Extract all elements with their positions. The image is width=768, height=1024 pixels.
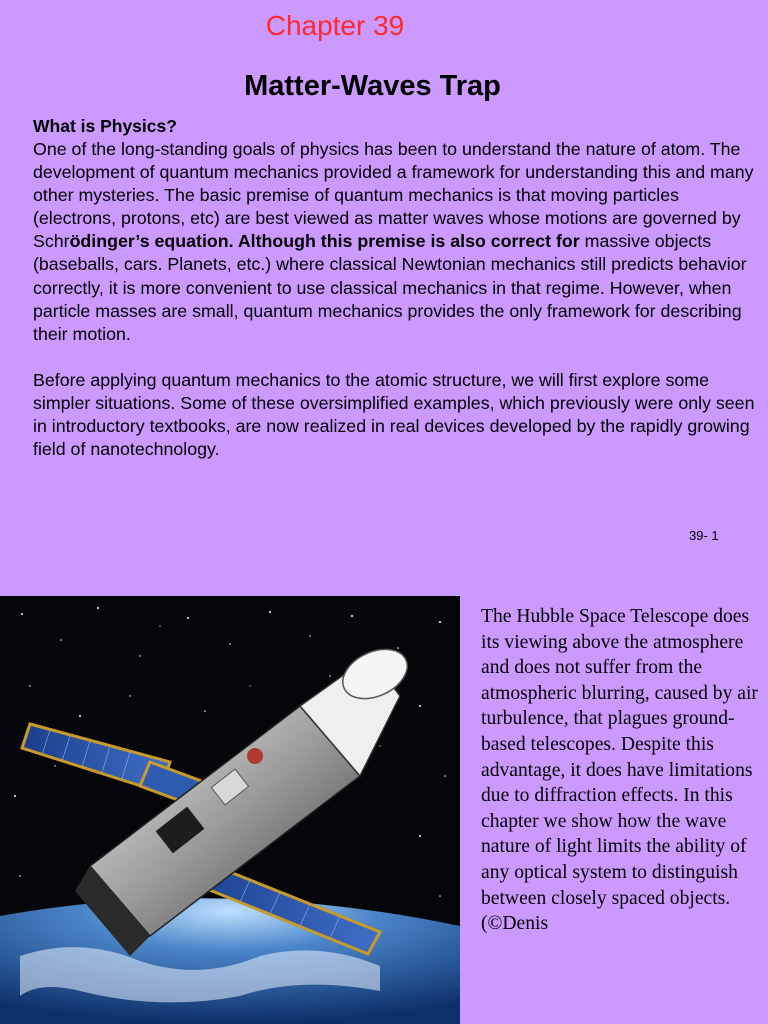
slide-title: Matter-Waves Trap — [244, 70, 501, 102]
slide-separator — [0, 567, 768, 596]
chapter-heading: Chapter 39 — [265, 10, 405, 41]
paragraph-1 — [33, 138, 761, 346]
image-caption — [481, 604, 761, 937]
page-number: 39- 1 — [689, 528, 719, 543]
hubble-telescope-image — [0, 596, 460, 1024]
section-subheading: What is Physics? — [33, 116, 177, 136]
paragraph-2 — [33, 369, 761, 461]
paragraph-1-emphasis: ödinger’s equation. Although this premise is also correct for — [69, 231, 580, 252]
slide-2 — [0, 596, 768, 1024]
paragraph-1-text-c: massive objects (baseballs, cars. Planets, etc.) where classical Newtonian mechanics still predicts behavior correctly, it is more convenient to use classical mechanics in that regime. However, when particle masses are small, quantum mechanics provides the only framework for describing their motion. — [33, 231, 747, 344]
caption-text: The Hubble Space Telescope does its viewing above the atmosphere and does not suffer from the atmospheric blurring, caused by air turbulence, that plagues ground-based telescopes. Despite this advantage, it does have limitations due to diffraction effects. In this chapter we show how the wave nature of light limits the ability of any optical system to distinguish between closely spaced objects. (©Denis — [481, 606, 758, 935]
paragraph-1-text-a: One of the long-standing goals of physics has been to understand the nature of atom. The development of quantum mechanics provided a framework for understanding this and many other mysteries. The basic premise of quantum mechanics is that moving particles (electrons, protons, etc) are best viewed as matter waves whose motions are governed by Schr — [33, 139, 754, 252]
paragraph-2-text: Before applying quantum mechanics to the atomic structure, we will first explore some simpler situations. Some of these oversimplified examples, which previously were only seen in introductory textbooks, are now realized in real devices developed by the rapidly growing field of nanotechnology. — [33, 370, 755, 460]
